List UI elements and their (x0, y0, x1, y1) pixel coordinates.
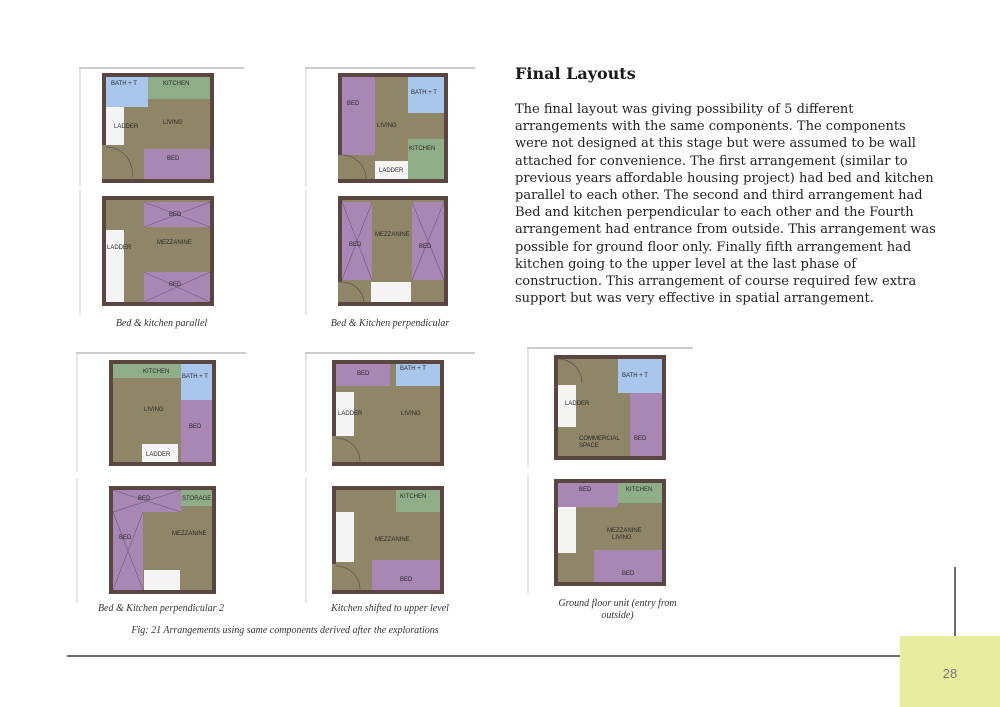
label-bed: BED (634, 436, 647, 442)
label-kitchen: KITCHEN (409, 146, 436, 152)
floor-plan-kitchen-upper-mezzanine (305, 478, 475, 603)
label-kitchen: KITCHEN (626, 487, 653, 493)
label-bed: BED (189, 424, 202, 430)
label-mezzanine: MEZZANINE (375, 232, 410, 238)
label-bed: BED (400, 577, 413, 583)
label-bath: BATH + T (182, 374, 208, 380)
label-bath: BATH + T (111, 81, 137, 87)
label-kitchen: KITCHEN (143, 369, 170, 375)
label-ladder: LADDER (338, 411, 363, 417)
label-bed: BED (349, 242, 362, 248)
floor-plan-perpendicular-2-ground (76, 352, 246, 472)
floor-plan-ground-unit-mezzanine (527, 474, 693, 594)
label-bath: BATH + T (400, 366, 426, 372)
page-title: Final Layouts (515, 64, 636, 83)
floor-plan-bed-kitchen-parallel-mezzanine (79, 190, 244, 315)
body-paragraph: The final layout was giving possibility of 5 different arrangements with the same components. The components were not designed at this stage but were assumed to be wall attached for convenience. The first arrangement (similar to previous years affordable housing project) had bed and kitchen parallel to each other. The second and third arrangement had Bed and kitchen perpendicular to each other and the Fourth arrangement had entrance from outside. This arrangement was possible for ground floor only. Finally fifth arrangement had kitchen going to the upper level at the last phase of construction. This arrangement of course required few extra support but was very effective in spatial arrangement. (515, 102, 936, 307)
label-ladder: LADDER (565, 401, 590, 407)
label-living: LIVING (163, 120, 183, 126)
figure-caption: Fig: 21 Arrangements using same components derived after the explorations (131, 625, 439, 636)
label-storage: STORAGE (182, 496, 212, 502)
label-bed: BED (169, 212, 182, 218)
label-bed: BED (622, 571, 635, 577)
page-number-box (900, 636, 1000, 707)
label-bed: BED (419, 244, 432, 250)
floor-plan-bed-kitchen-perpendicular-ground (305, 67, 475, 187)
caption-kitchen-upper: Kitchen shifted to upper level (331, 603, 449, 614)
page-number: 28 (942, 666, 958, 681)
label-bed: BED (138, 496, 151, 502)
caption-perpendicular-2: Bed & Kitchen perpendicular 2 (97, 603, 225, 614)
label-mezzanine: MEZZANINE (157, 240, 192, 246)
label-mezzanine: MEZZANINE (172, 531, 207, 537)
floor-plan-bed-kitchen-parallel-ground (79, 67, 244, 187)
label-bath: BATH + T (411, 90, 437, 96)
label-mezzanine: MEZZANINE (375, 537, 410, 543)
label-living: LIVING (377, 123, 397, 129)
floor-plan-kitchen-upper-ground (305, 352, 475, 472)
caption-bed-kitchen-perpendicular: Bed & Kitchen perpendicular (330, 318, 450, 329)
label-ladder: LADDER (379, 168, 404, 174)
label-ladder: LADDER (146, 452, 171, 458)
label-bed: BED (357, 371, 370, 377)
floor-plan-bed-kitchen-perpendicular-mezzanine (305, 190, 475, 315)
label-commercial: COMMERCIAL (579, 436, 620, 442)
floor-plan-ground-unit-ground (527, 347, 693, 467)
label-ladder: LADDER (107, 245, 132, 251)
label-bed: BED (579, 487, 592, 493)
label-bed: BED (119, 535, 132, 541)
label-living: LIVING (612, 535, 632, 541)
label-commercial-space: SPACE (579, 443, 599, 449)
footer-divider (67, 655, 955, 657)
label-mezzanine: MEZZANINE (607, 528, 642, 534)
label-bed: BED (347, 101, 360, 107)
label-living: LIVING (144, 407, 164, 413)
label-bed: BED (167, 156, 180, 162)
label-ladder: LADDER (114, 124, 139, 130)
caption-ground-floor-unit: Ground floor unit (entry from outside) (558, 598, 677, 621)
label-bath: BATH + T (622, 373, 648, 379)
label-kitchen: KITCHEN (400, 494, 427, 500)
floor-plan-perpendicular-2-mezzanine (76, 478, 246, 603)
label-kitchen: KITCHEN (163, 81, 190, 87)
label-living: LIVING (401, 411, 421, 417)
caption-bed-kitchen-parallel: Bed & kitchen parallel (115, 318, 208, 329)
label-bed: BED (169, 282, 182, 288)
